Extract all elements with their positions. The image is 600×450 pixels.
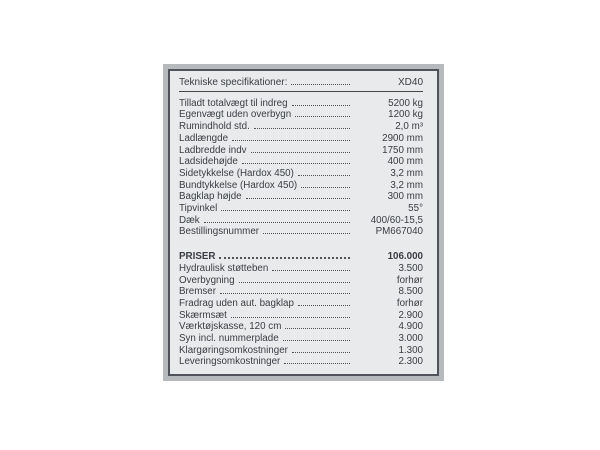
dot-leader bbox=[292, 351, 350, 353]
dot-leader bbox=[292, 104, 350, 106]
spec-label: Bagklap højde bbox=[179, 191, 242, 203]
dot-leader bbox=[239, 281, 350, 283]
price-label: Syn incl. nummerplade bbox=[179, 333, 279, 345]
spec-value: 2900 mm bbox=[382, 132, 423, 144]
spec-label: Rumindhold std. bbox=[179, 121, 250, 133]
dot-leader bbox=[285, 327, 350, 329]
dot-leader bbox=[251, 151, 350, 153]
dot-leader bbox=[298, 304, 350, 306]
spec-row bbox=[179, 133, 423, 145]
price-label: Bremser bbox=[179, 286, 217, 298]
price-row bbox=[179, 333, 423, 345]
price-value: 3.000 bbox=[398, 333, 423, 345]
spec-row bbox=[179, 145, 423, 157]
price-value: 8.500 bbox=[398, 286, 423, 298]
dot-leader bbox=[291, 83, 350, 85]
table-header-row bbox=[179, 77, 423, 92]
spec-value: 3,2 mm bbox=[390, 167, 423, 179]
dot-leader bbox=[246, 197, 350, 199]
spec-row bbox=[179, 109, 423, 121]
spec-value: 300 mm bbox=[387, 191, 423, 203]
model-value: XD40 bbox=[397, 77, 423, 88]
spec-label: Egenvægt uden overbygn bbox=[179, 109, 292, 121]
dot-leader bbox=[204, 221, 350, 223]
dot-leader bbox=[301, 186, 350, 188]
spec-label: Ladbredde indv bbox=[179, 144, 247, 156]
spec-table bbox=[168, 69, 439, 376]
spec-value: 3,2 mm bbox=[390, 179, 423, 191]
price-label: Klargøringsomkostninger bbox=[179, 344, 288, 356]
spec-label: Bundtykkelse (Hardox 450) bbox=[179, 179, 298, 191]
price-label: Hydraulisk støtteben bbox=[179, 262, 269, 274]
spec-value: 2,0 m³ bbox=[395, 121, 423, 133]
total-price-value: 106.000 bbox=[387, 251, 423, 263]
spec-label: Dæk bbox=[179, 214, 200, 226]
section-gap bbox=[179, 238, 423, 251]
price-value: forhør bbox=[396, 274, 423, 286]
price-label: Skærmsæt bbox=[179, 309, 227, 321]
spec-row bbox=[179, 168, 423, 180]
spec-row bbox=[179, 180, 423, 192]
price-value: 2.900 bbox=[398, 309, 423, 321]
spec-value: PM667040 bbox=[375, 226, 423, 238]
price-row bbox=[179, 356, 423, 368]
price-value: 2.300 bbox=[398, 356, 423, 368]
spec-card bbox=[163, 64, 444, 381]
dot-leader bbox=[221, 209, 350, 211]
spec-row bbox=[179, 191, 423, 203]
price-row bbox=[179, 310, 423, 322]
spec-label: Ladlængde bbox=[179, 132, 229, 144]
spec-row bbox=[179, 121, 423, 133]
spec-label: Sidetykkelse (Hardox 450) bbox=[179, 167, 294, 179]
price-row bbox=[179, 321, 423, 333]
spec-row bbox=[179, 203, 423, 215]
price-row bbox=[179, 345, 423, 357]
spec-value: 5200 kg bbox=[388, 97, 423, 109]
spec-label: Bestillingsnummer bbox=[179, 226, 260, 238]
price-label: Overbygning bbox=[179, 274, 235, 286]
price-value: forhør bbox=[396, 297, 423, 309]
dot-leader bbox=[272, 269, 350, 271]
spec-label: Tilladt totalvægt til indreg bbox=[179, 97, 288, 109]
price-row bbox=[179, 298, 423, 310]
dot-leader bbox=[298, 174, 350, 176]
dot-leader bbox=[263, 232, 350, 234]
price-value: 3.500 bbox=[398, 262, 423, 274]
price-label: Leveringsomkostninger bbox=[179, 356, 281, 368]
price-label: Værktøjskasse, 120 cm bbox=[179, 321, 282, 333]
price-value: 4.900 bbox=[398, 321, 423, 333]
spec-row bbox=[179, 215, 423, 227]
spec-value: 1200 kg bbox=[388, 109, 423, 121]
prices-header-row bbox=[179, 251, 423, 263]
dot-leader bbox=[242, 162, 350, 164]
spec-value: 1750 mm bbox=[382, 144, 423, 156]
dot-leader bbox=[254, 127, 350, 129]
table-header-label: Tekniske specifikationer: bbox=[179, 77, 288, 88]
price-value: 1.300 bbox=[398, 344, 423, 356]
price-label: Fradrag uden aut. bagklap bbox=[179, 297, 294, 309]
dot-leader bbox=[295, 115, 350, 117]
dot-leader bbox=[284, 362, 350, 364]
dot-leader bbox=[283, 339, 350, 341]
spec-value: 55° bbox=[408, 203, 423, 215]
dot-leader bbox=[231, 316, 350, 318]
dot-leader bbox=[220, 292, 350, 294]
price-row bbox=[179, 286, 423, 298]
prices-header-label: PRISER bbox=[179, 251, 216, 263]
spec-row bbox=[179, 98, 423, 110]
spec-row bbox=[179, 156, 423, 168]
price-row bbox=[179, 275, 423, 287]
spec-value: 400 mm bbox=[387, 156, 423, 168]
spec-label: Ladsidehøjde bbox=[179, 156, 238, 168]
dot-leader bbox=[232, 139, 350, 141]
spec-value: 400/60-15,5 bbox=[370, 214, 423, 226]
spec-label: Tipvinkel bbox=[179, 203, 218, 215]
dot-leader bbox=[219, 256, 350, 259]
price-row bbox=[179, 263, 423, 275]
spec-row bbox=[179, 226, 423, 238]
